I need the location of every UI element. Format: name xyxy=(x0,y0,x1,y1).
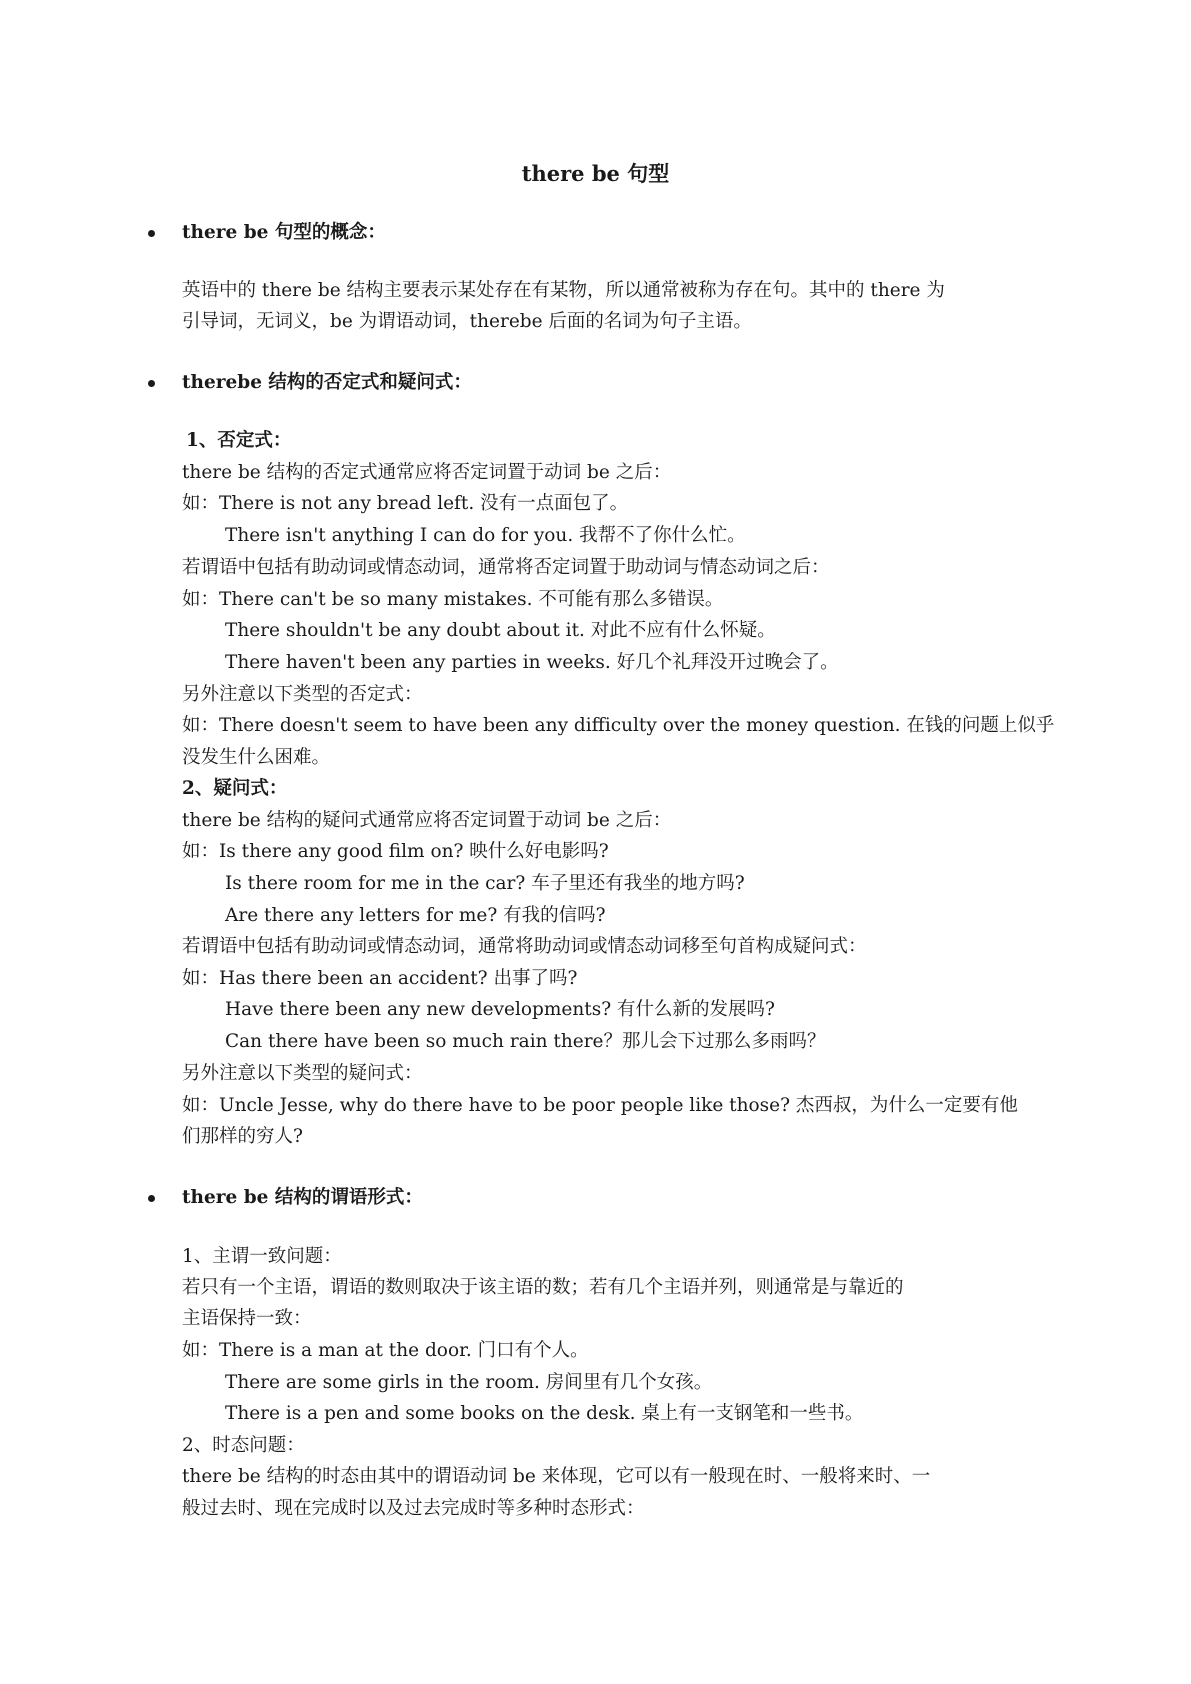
example-line: Can there have been so much rain there？那儿会下过那么多雨吗？ xyxy=(225,1031,826,1052)
subheading-question: 2、疑问式： xyxy=(182,778,288,799)
bullet-icon xyxy=(148,230,155,237)
section-heading-predicate: there be 结构的谓语形式： xyxy=(182,1187,423,1208)
example-line: 如：There is not any bread left. 没有一点面包了。 xyxy=(182,493,629,514)
example-line: Have there been any new developments? 有什么新的发展吗? xyxy=(225,999,775,1020)
bullet-icon xyxy=(148,1195,155,1202)
paragraph-line: 引导词，无词义，be 为谓语动词，therebe 后面的名词为句子主语。 xyxy=(182,311,752,332)
text-line: 另外注意以下类型的疑问式： xyxy=(182,1063,423,1084)
text-line: 没发生什么困难。 xyxy=(182,747,331,768)
page-title: there be 句型 xyxy=(521,161,670,186)
example-line: There is a pen and some books on the desk. 桌上有一支钢笔和一些书。 xyxy=(225,1403,864,1424)
text-line: 若谓语中包括有助动词或情态动词，通常将助动词或情态动词移至句首构成疑问式： xyxy=(182,936,867,957)
text-line: there be 结构的否定式通常应将否定词置于动词 be 之后： xyxy=(182,462,672,483)
text-line: 们那样的穷人? xyxy=(182,1126,303,1147)
example-line: There isn't anything I can do for you. 我帮不了你什么忙。 xyxy=(225,525,746,546)
text-line: 般过去时、现在完成时以及过去完成时等多种时态形式： xyxy=(182,1498,645,1519)
example-line: 如：There is a man at the door. 门口有个人。 xyxy=(182,1340,589,1361)
example-line: 如：Uncle Jesse, why do there have to be poor people like those? 杰西叔，为什么一定要有他 xyxy=(182,1095,1018,1116)
subheading-negative: 1、否定式： xyxy=(186,430,292,451)
paragraph-line: 英语中的 there be 结构主要表示某处存在有某物，所以通常被称为存在句。其中的 there 为 xyxy=(182,280,945,301)
subheading-tense: 2、时态问题： xyxy=(182,1435,305,1456)
bullet-icon xyxy=(148,380,155,387)
example-line: 如：There doesn't seem to have been any difficulty over the money question. 在钱的问题上似乎 xyxy=(182,715,1055,736)
text-line: 若只有一个主语，谓语的数则取决于该主语的数；若有几个主语并列，则通常是与靠近的 xyxy=(182,1277,904,1298)
example-line: There are some girls in the room. 房间里有几个女孩。 xyxy=(225,1372,713,1393)
section-heading-concept: there be 句型的概念： xyxy=(182,222,386,243)
section-heading-negative-question: therebe 结构的否定式和疑问式： xyxy=(182,372,472,393)
example-line: Are there any letters for me? 有我的信吗? xyxy=(225,905,606,926)
text-line: 若谓语中包括有助动词或情态动词，通常将否定词置于助动词与情态动词之后： xyxy=(182,557,830,578)
example-line: Is there room for me in the car? 车子里还有我坐的地方吗? xyxy=(225,873,745,894)
subheading-agreement: 1、主谓一致问题： xyxy=(182,1246,342,1267)
example-line: There shouldn't be any doubt about it. 对此不应有什么怀疑。 xyxy=(225,620,776,641)
example-line: 如：Is there any good film on? 映什么好电影吗? xyxy=(182,841,609,862)
example-line: 如：Has there been an accident? 出事了吗? xyxy=(182,968,578,989)
text-line: there be 结构的疑问式通常应将否定词置于动词 be 之后： xyxy=(182,810,672,831)
text-line: 另外注意以下类型的否定式： xyxy=(182,684,423,705)
text-line: 主语保持一致： xyxy=(182,1308,312,1329)
example-line: 如：There can't be so many mistakes. 不可能有那么多错误。 xyxy=(182,589,724,610)
text-line: there be 结构的时态由其中的谓语动词 be 来体现，它可以有一般现在时、一般将来时、一 xyxy=(182,1466,931,1487)
example-line: There haven't been any parties in weeks. 好几个礼拜没开过晚会了。 xyxy=(225,652,839,673)
